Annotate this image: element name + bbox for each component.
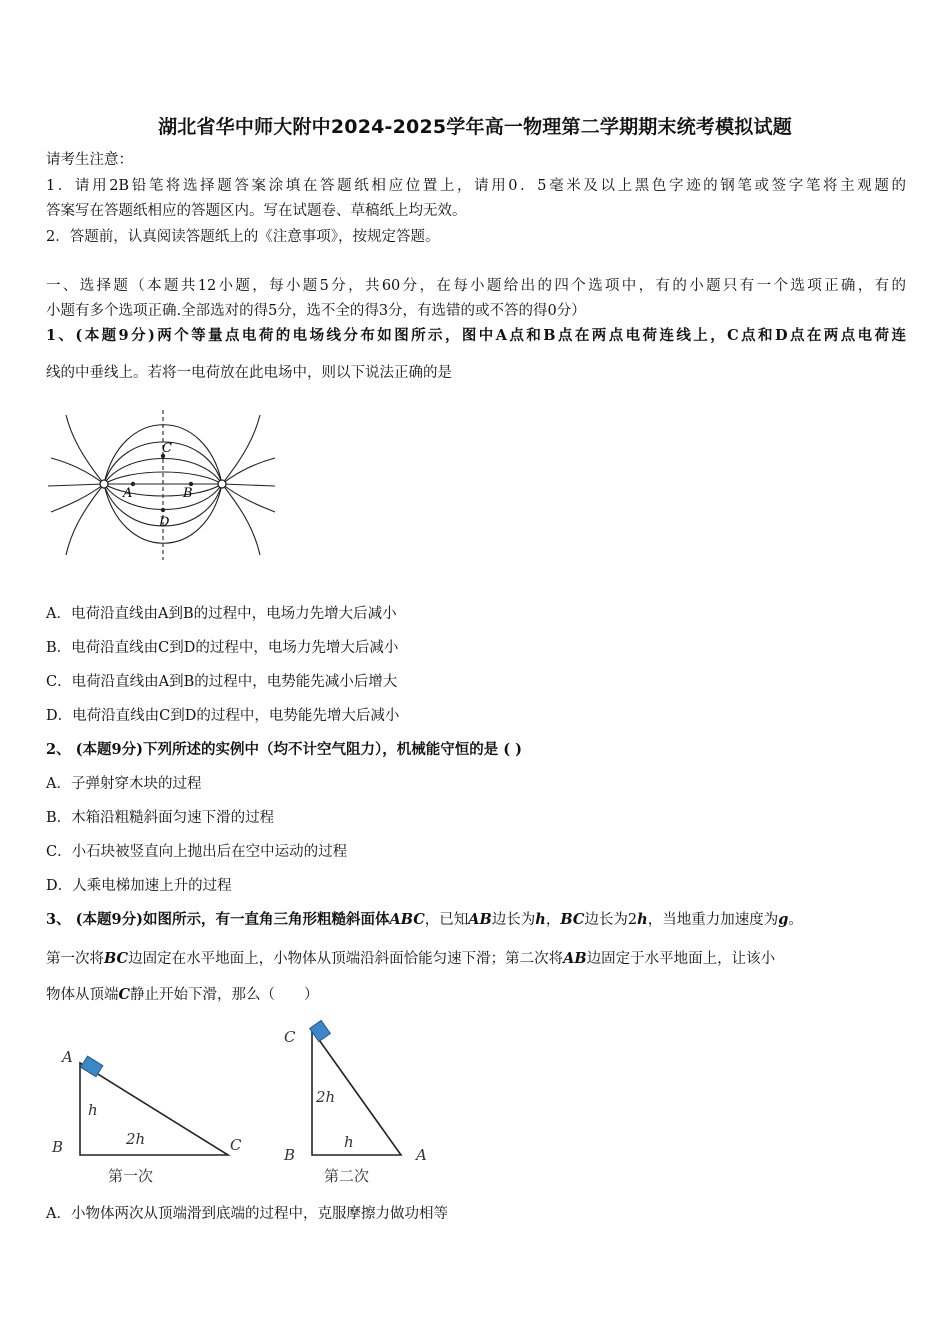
q2-option-d: D．人乘电梯加速上升的过程 xyxy=(46,878,232,894)
label-c: C xyxy=(162,441,172,456)
field-line xyxy=(66,415,104,484)
fig2-label-a: A xyxy=(416,1146,427,1164)
q2-option-a: A．子弹射穿木块的过程 xyxy=(46,776,202,792)
q3-option-a: A．小物体两次从顶端滑到底端的过程中，克服摩擦力做功相等 xyxy=(46,1206,448,1222)
fig1-label-b: B xyxy=(52,1138,64,1156)
fig1-label-2h: 2h xyxy=(126,1130,146,1148)
notice-line-1b: 答案写在答题纸相应的答题区内。写在试题卷、草稿纸上均无效。 xyxy=(46,203,467,219)
label-d: D xyxy=(159,515,170,530)
page-title: 湖北省华中师大附中2024-2025学年高一物理第二学期期末统考模拟试题 xyxy=(158,116,792,138)
fig1-label-h: h xyxy=(88,1101,98,1119)
fig2-label-2h: 2h xyxy=(316,1088,336,1106)
section-intro-1: 一、选择题（本题共12小题，每小题5分，共60分，在每小题给出的四个选项中，有的小题只有一个选项正确，有的 xyxy=(46,278,906,294)
q1-option-a: A．电荷沿直线由A到B的过程中，电场力先增大后减小 xyxy=(46,606,397,622)
q1-option-c: C．电荷沿直线由A到B的过程中，电势能先减小后增大 xyxy=(46,674,398,690)
fig2-caption: 第二次 xyxy=(324,1167,370,1185)
fig2-label-b: B xyxy=(284,1146,296,1164)
fig1-label-a: A xyxy=(62,1048,73,1066)
q1-stem-2: 线的中垂线上。若将一电荷放在此电场中，则以下说法正确的是 xyxy=(46,365,452,381)
field-line xyxy=(222,458,275,484)
q3-stem-2: 第一次将BC边固定在水平地面上，小物体从顶端沿斜面恰能匀速下滑；第二次将AB边固定于水平地面上，让该小 xyxy=(46,950,776,967)
notice-line-1a: 1．请用2B铅笔将选择题答案涂填在答题纸相应位置上，请用0．5毫米及以上黑色字迹的钢笔或签字笔将主观题的 xyxy=(46,178,906,194)
field-line xyxy=(222,484,275,486)
field-line xyxy=(104,484,222,543)
field-line xyxy=(66,484,104,555)
q3-stem-3: 物体从顶端C静止开始下滑，那么（ ） xyxy=(46,986,319,1003)
charge-left xyxy=(100,480,108,488)
notice-line-2: 2．答题前，认真阅读答题纸上的《注意事项》，按规定答题。 xyxy=(46,229,440,245)
label-b: B xyxy=(183,486,193,501)
field-line xyxy=(222,415,260,484)
block-first xyxy=(81,1056,103,1077)
q1-option-b: B．电荷沿直线由C到D的过程中，电场力先增大后减小 xyxy=(46,640,399,656)
fig1-caption: 第一次 xyxy=(108,1167,154,1185)
q2-option-c: C．小石块被竖直向上抛出后在空中运动的过程 xyxy=(46,844,348,860)
q3-stem-1: 3、 (本题9分)如图所示，有一直角三角形粗糙斜面体ABC，已知AB边长为h，BC边长为2h，当地重力加速度为g。 xyxy=(46,911,803,928)
label-a: A xyxy=(123,486,133,501)
q2-stem: 2、 (本题9分)下列所述的实例中（均不计空气阻力），机械能守恒的是 ( ) xyxy=(46,741,523,758)
q2-option-b: B．木箱沿粗糙斜面匀速下滑的过程 xyxy=(46,810,275,826)
field-line xyxy=(222,484,275,512)
point-d xyxy=(161,508,165,512)
section-intro-2: 小题有多个选项正确.全部选对的得5分，选不全的得3分，有选错的或不答的得0分） xyxy=(46,303,586,319)
q3-incline-figure xyxy=(46,1018,446,1193)
field-line xyxy=(51,458,104,484)
q1-stem-1: 1、(本题9分)两个等量点电荷的电场线分布如图所示，图中A点和B点在两点电荷连线上，C点和D点在两点电荷连 xyxy=(46,327,906,344)
field-line xyxy=(51,484,104,512)
fig2-label-h: h xyxy=(344,1133,354,1151)
triangle-first xyxy=(80,1063,228,1155)
field-line xyxy=(222,484,260,555)
fig2-label-c: C xyxy=(284,1028,296,1046)
charge-right xyxy=(218,480,226,488)
fig1-label-c: C xyxy=(230,1136,242,1154)
q1-electric-field-figure xyxy=(46,400,276,575)
field-line xyxy=(48,484,104,486)
notice-heading: 请考生注意： xyxy=(46,152,133,168)
q1-option-d: D．电荷沿直线由C到D的过程中，电势能先增大后减小 xyxy=(46,708,400,724)
